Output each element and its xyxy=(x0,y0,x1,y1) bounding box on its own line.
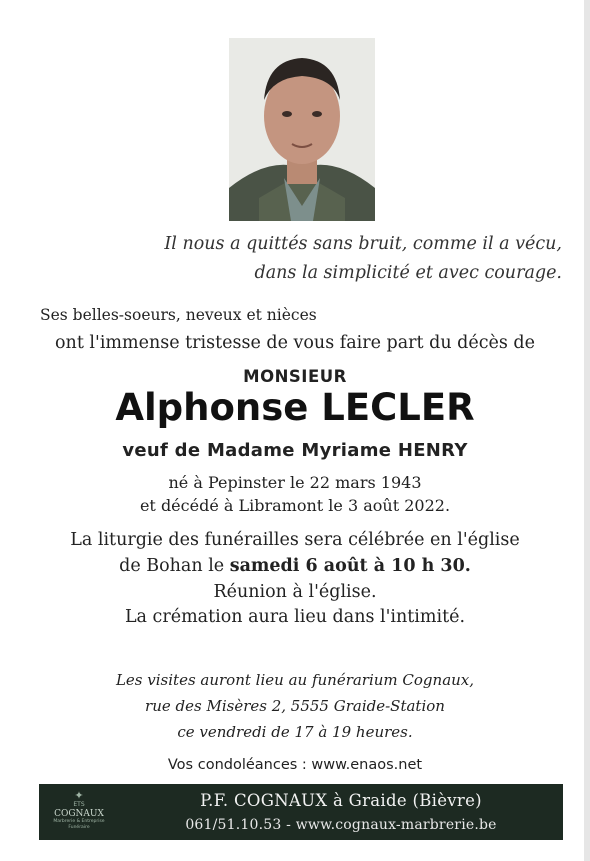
ceremony-date: samedi 6 août à 10 h 30. xyxy=(229,556,471,576)
company-name: P.F. COGNAUX à Graide (Bièvre) xyxy=(200,791,482,810)
lamp-icon: ✦ xyxy=(74,789,84,802)
visits-line-1: Les visites auront lieu au funérarium Cognaux, xyxy=(115,671,475,689)
condolences-line: Vos condoléances : www.enaos.net xyxy=(167,757,423,773)
cognaux-logo xyxy=(47,790,111,834)
born-line: né à Pepinster le 22 mars 1943 xyxy=(168,473,422,492)
died-line: et décédé à Libramont le 3 août 2022. xyxy=(139,496,451,515)
visits-line-3: ce vendredi de 17 à 19 heures. xyxy=(177,723,413,741)
funeral-home-footer xyxy=(39,784,563,840)
spouse-line: veuf de Madame Myriame HENRY xyxy=(122,440,468,461)
quote-line-2: dans la simplicité et avec courage. xyxy=(254,263,562,283)
ceremony-line-4: La crémation aura lieu dans l'intimité. xyxy=(124,607,466,627)
ceremony-place: de Bohan le xyxy=(119,556,230,576)
ceremony-line-3: Réunion à l'église. xyxy=(213,582,377,602)
logo-name: COGNAUX xyxy=(54,809,104,819)
logo-ets: ETS xyxy=(73,801,85,808)
ceremony-line-1: La liturgie des funérailles sera célébrée en l'église xyxy=(70,530,520,550)
quote-line-1: Il nous a quittés sans bruit, comme il a vécu, xyxy=(164,234,562,254)
family-line: Ses belles-soeurs, neveux et nièces xyxy=(40,306,317,324)
title-label: MONSIEUR xyxy=(243,367,347,386)
visits-line-2: rue des Misères 2, 5555 Graide-Station xyxy=(145,697,445,715)
logo-sub: Marbrerie & Entreprise Funéraire xyxy=(53,819,105,830)
intro-line: ont l'immense tristesse de vous faire part du décès de xyxy=(55,333,535,353)
portrait-photo xyxy=(229,38,375,221)
ceremony-line-2 xyxy=(0,556,590,576)
deceased-name: Alphonse LECLER xyxy=(115,386,475,429)
company-contact: 061/51.10.53 - www.cognaux-marbrerie.be xyxy=(185,817,497,833)
